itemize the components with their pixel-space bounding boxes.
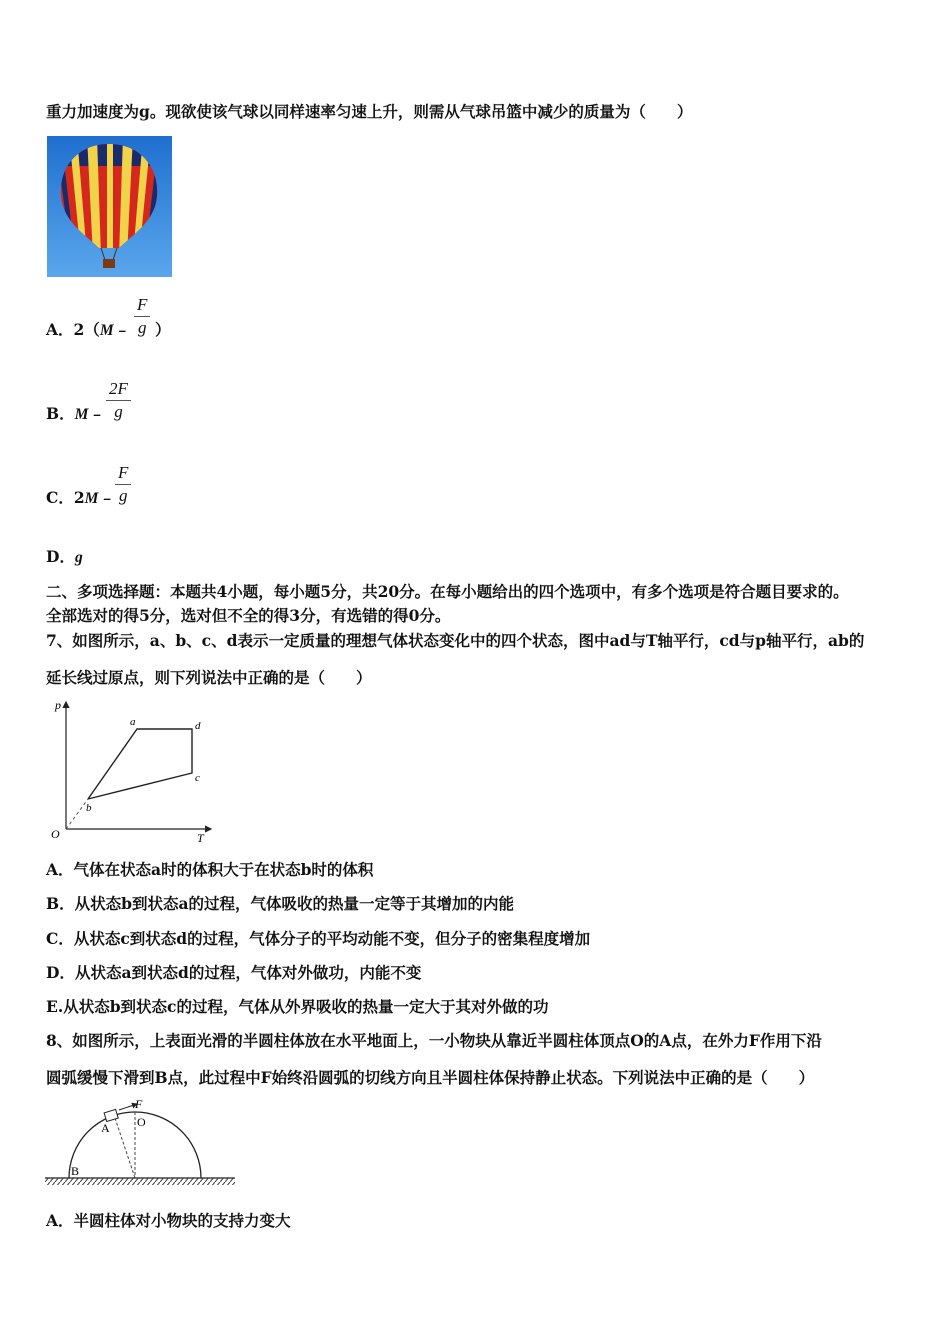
q7-pt-graph: [46, 697, 216, 845]
q6-option-b-fraction: $\frac{2F}{g}$: [106, 378, 131, 423]
t-axis-label: T: [197, 831, 204, 845]
point-a-label: A: [101, 1121, 110, 1135]
q8-stem-line2: 圆弧缓慢下滑到B点，此过程中F始终沿圆弧的切线方向且半圆柱体保持静止状态。下列说法中正确的是（ ）: [46, 1068, 815, 1087]
force-label: F: [135, 1097, 143, 1111]
radius-line-to-a: [115, 1118, 135, 1178]
q7-stem-line1: 7、如图所示，a、b、c、d表示一定质量的理想气体状态变化中的四个状态，图中ad与T轴平行，cd与p轴平行，ab的: [46, 631, 865, 650]
section2-heading-line2: 全部选对的得5分，选对但不全的得3分，有选错的得0分。: [46, 606, 451, 625]
point-d-label: d: [195, 720, 201, 732]
q8-stem-line1: 8、如图所示，上表面光滑的半圆柱体放在水平地面上，一小物块从靠近半圆柱体顶点O的A点，在外力F作用下沿: [46, 1031, 822, 1050]
hot-air-balloon-image: [47, 136, 172, 277]
q6-stem: 重力加速度为g。现欲使该气球以同样速率匀速上升，则需从气球吊篮中减少的质量为（ ）: [46, 102, 693, 121]
origin-label: O: [51, 827, 60, 841]
balloon-basket: [103, 259, 115, 268]
q6-option-c-fraction: $\frac{F}{g}$: [115, 462, 131, 507]
point-b-label: B: [71, 1164, 80, 1178]
q6-option-d: D．g: [46, 547, 83, 566]
state-cycle-path: [88, 729, 192, 799]
ground-hatch: [45, 1178, 235, 1185]
q7-option-d: D．从状态a到状态d的过程，气体对外做功，内能不变: [46, 963, 422, 982]
q7-stem-line2: 延长线过原点，则下列说法中正确的是（ ）: [46, 668, 372, 687]
section2-heading-line1: 二、多项选择题：本题共4小题，每小题5分，共20分。在每小题给出的四个选项中，有多个选项是符合题目要求的。: [46, 582, 849, 601]
q7-option-c: C．从状态c到状态d的过程，气体分子的平均动能不变，但分子的密集程度增加: [46, 929, 591, 948]
p-axis-label: p: [55, 698, 61, 712]
q6-option-b: B．M﹣: [46, 404, 104, 423]
ab-extension-line: [66, 799, 88, 829]
point-o-label: O: [137, 1115, 146, 1129]
q7-option-b: B．从状态b到状态a的过程，气体吸收的热量一定等于其增加的内能: [46, 894, 514, 913]
point-a-label: a: [130, 716, 136, 728]
q7-option-a: A．气体在状态a时的体积大于在状态b时的体积: [46, 860, 374, 879]
q6-option-c: C．2M﹣: [46, 488, 114, 507]
q8-semicylinder-figure: [45, 1098, 237, 1190]
q7-option-e: E.从状态b到状态c的过程，气体从外界吸收的热量一定大于其对外做的功: [46, 997, 549, 1016]
point-c-label: c: [195, 772, 200, 784]
q6-option-a-fraction: $\frac{F}{g}$: [134, 294, 150, 339]
q6-option-a-tail: ）: [155, 320, 171, 339]
q8-option-a: A．半圆柱体对小物块的支持力变大: [46, 1211, 291, 1230]
point-b-label: b: [86, 802, 92, 814]
q6-option-a: A．2（M﹣: [46, 320, 130, 339]
